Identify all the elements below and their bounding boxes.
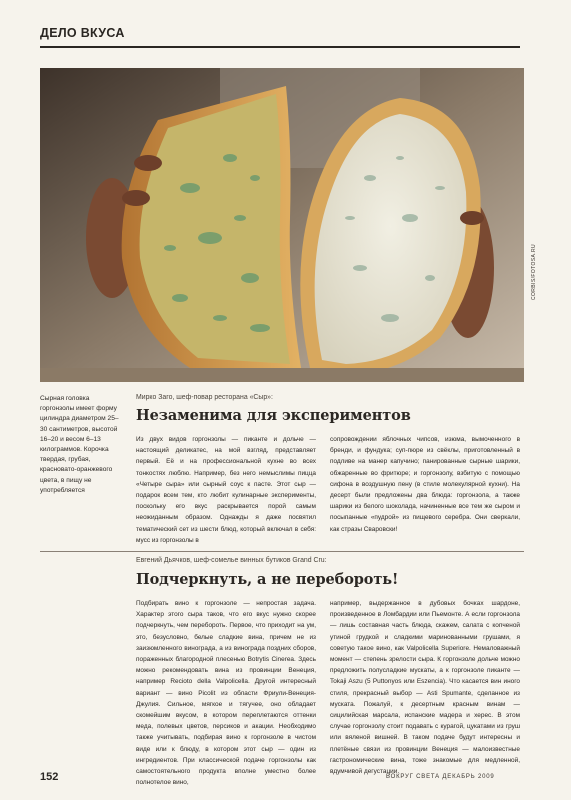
cheese-photo (40, 68, 524, 382)
photo-caption: Сырная головка горгонзолы имеет форму цилиндра диаметром 25–30 сантиметров, высотой 16–20 и весом 6–13 килограммов. Корочка твердая, грубая, красновато-оранжевого цвета, в пищу не употребляется (40, 395, 119, 494)
article2-col2-text: например, выдержанное в дубовых бочках шардоне, произведенное в Ломбардии или Пьемонте. А если горгонзола — лишь составная часть блюда, скажем, салата с копченой утиной грудкой и сладкими маринованными грушами, я советую такое вино, как Valpolicella Superiore. Немаловажный момент — степень зрелости сыра. К горгонзоле дольче можно предложить полусладкие мускаты, а к горгонзоле пиканте — Tokaji Aszu (5 Puttonyos или Eszencia). Что касается вин иного стиля, прекрасный выбор — Asti Spumante, сделанное из муската. Пожалуй, к десертным красным винам — сицилийская марсала, испанские мадера и херес. В этом случае горгонзолу стоит подавать с курагой, цукатами из груш или вяленой вишней. В таком подаче будут интересны и плетёные связи из провинции Венеция — малоизвестные гастрономические вина, тоже знакомые для медленной, вдумчивой дегустации. (330, 600, 520, 776)
article1-col1-text: Из двух видов горгонзолы — пиканте и дольче — настоящий деликатес, на мой взгляд, представляет первый. Её и на профессиональной кухне во всех тонкостях люблю. Например, без него немыслимы пицца «Четыре сыра» или сырный соус к пасте. Этот сыр — подарок всем тем, кто любит кулинарные эксперименты, поскольку его вкус раскрывается порой самым неожиданным образом. Однажды я даже посвятил тематический сет из шести блюд, который включал в себя: мусс из горгонзолы в (136, 436, 316, 544)
photo-credit: CORBIS/FOTOSA.RU (531, 243, 537, 300)
headline-experiments: Незаменима для экспериментов (136, 407, 411, 424)
article1-column-2 (330, 434, 520, 534)
byline-sommelier: Евгений Дьячков, шеф-сомелье винных бутиков Grand Cru: (136, 557, 327, 564)
article1-col2-text: сопровождении яблочных чипсов, изюма, вымоченного в бренди, и фундука; суп-пюре из свёклы, приготовленный в подливе на манер капучино; панированные сырные шарики, обжаренные во фритюре; и горгонзолу, взбитую с помощью сифона в воздушную пену (в стиле молекулярной кухни). На десерт были предложены два блюда: горгонзола, а также шарики из белого шоколада, начиненные все тем же сыром и посыпанные «пудрой» из пищевого серебра. Они сверкали, как стразы Сваровски! (330, 436, 520, 533)
header-rule (40, 46, 520, 48)
article1-column-1 (136, 434, 316, 544)
headline-wine: Подчеркнуть, а не перебороть! (136, 571, 399, 588)
magazine-issue: ВОКРУГ СВЕТА ДЕКАБРЬ 2009 (386, 774, 495, 780)
cheese-illustration (40, 68, 524, 382)
article2-column-1 (136, 598, 316, 787)
section-title: ДЕЛО ВКУСА (40, 26, 125, 40)
page-number: 152 (40, 771, 59, 783)
article2-column-2 (330, 598, 520, 776)
byline-chef: Мирко Заго, шеф-повар ресторана «Сыр»: (136, 394, 273, 401)
section-divider (40, 551, 524, 552)
article2-col1-text: Подбирать вино к горгонзоле — непростая задача. Характер этого сыра таков, что его вкус нужно скорее подчеркнуть, чем перебороть. Первое, что приходит на ум, это, безусловно, белые сладкие вина, причем не из заизюмленного винограда, а из винограда поздних сборов, пораженных благородной плесенью Botrytis Cinerea. Здесь можно рекомендовать вина из провинции Венеция, например Recioto della Valpolicella. Другой интересный вариант — вино Picolit из области Фриули-Венеция-Джулия. Сильное, мягкое и тягучее, оно обладает скомейшим вкусом, в котором переплетаются оттенки меда, полевых цветов, персиков и акации. Необходимо также учитывать, подбирая вино к горгонзоле в чистом виде или к блюду, в котором этот сыр — один из ингредиентов. При классической подаче горгонзолы как самостоятельного продукта вполне уместно более полнотелое вино, (136, 600, 316, 787)
